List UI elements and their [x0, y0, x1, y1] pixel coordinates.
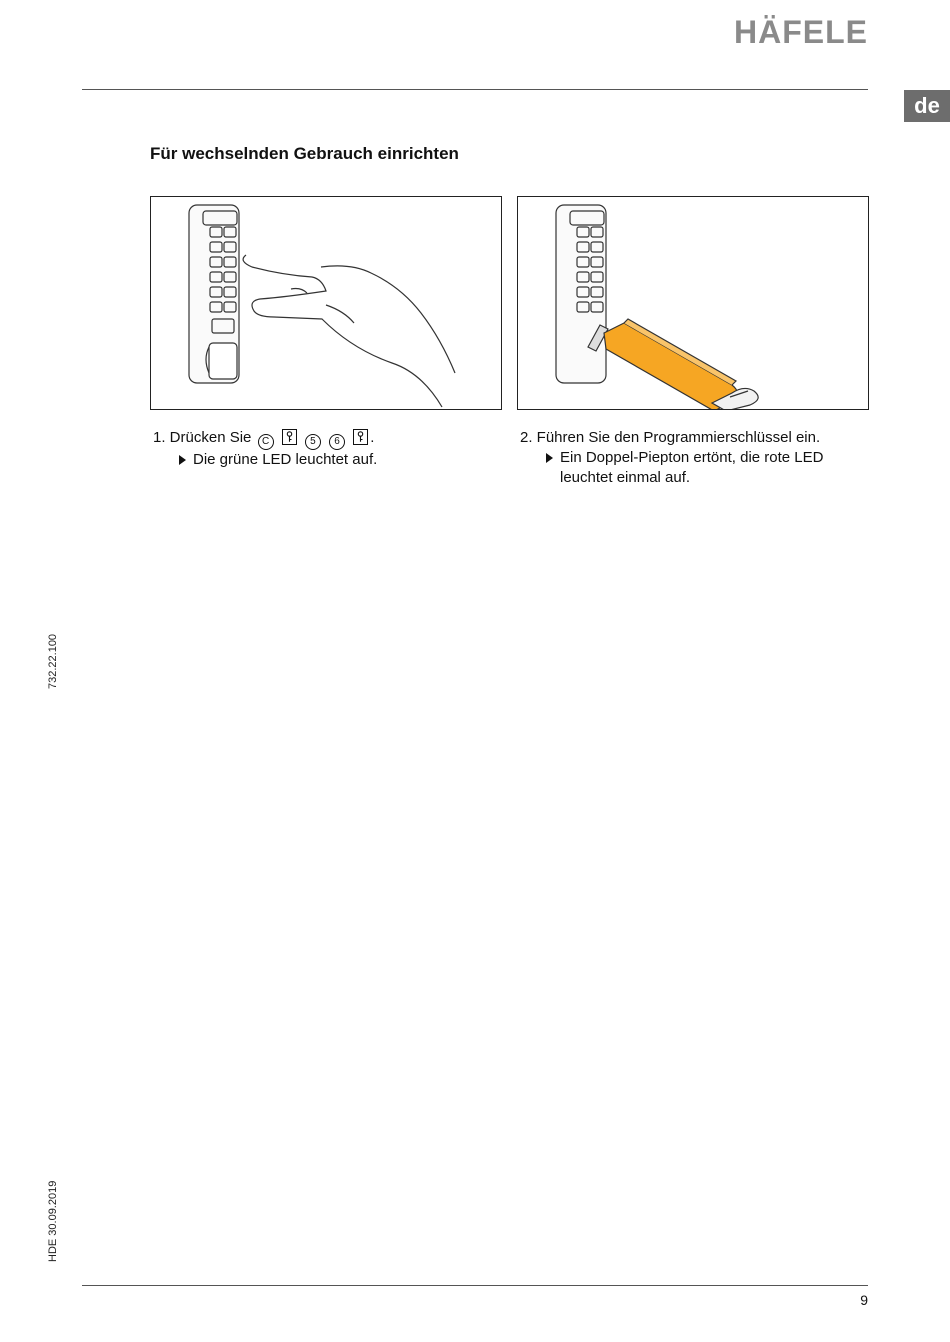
five-key-icon: 5 [305, 434, 321, 450]
step-2-result-line1: Ein Doppel-Piepton ertönt, die rote LED [560, 449, 824, 466]
keypad-hand-illustration [151, 197, 501, 409]
step-1-result [177, 450, 377, 470]
hafele-logo: HÄFELE [734, 14, 868, 50]
footer-divider [82, 1285, 868, 1286]
c-key-icon: C [258, 434, 274, 450]
key-icon [282, 429, 297, 445]
figure-keypad-press [150, 196, 502, 410]
step-1-instruction [153, 428, 377, 450]
step-2-result [544, 448, 824, 488]
language-tab: de [904, 90, 950, 122]
step-2-instruction: 2. Führen Sie den Programmierschlüssel ein. [520, 429, 821, 446]
six-key-icon: 6 [329, 434, 345, 450]
step-1-prefix: 1. Drücken Sie [153, 429, 252, 446]
step-1-suffix: . [370, 429, 375, 446]
step-2-result-line2: leuchtet einmal auf. [560, 469, 691, 486]
step-1 [153, 428, 377, 470]
figure-key-insert [517, 196, 869, 410]
article-number: 732.22.100 [47, 633, 59, 689]
result-arrow-icon [546, 453, 553, 463]
step-1-result-text: Die grüne LED leuchtet auf. [193, 451, 378, 468]
section-title: Für wechselnden Gebrauch einrichten [150, 144, 459, 163]
step-2 [520, 428, 824, 488]
key-icon [353, 429, 368, 445]
page-number: 9 [860, 1292, 868, 1308]
keypad-usb-illustration [518, 197, 868, 409]
header-divider [82, 89, 868, 90]
document-date: HDE 30.09.2019 [47, 1180, 59, 1262]
result-arrow-icon [179, 455, 186, 465]
